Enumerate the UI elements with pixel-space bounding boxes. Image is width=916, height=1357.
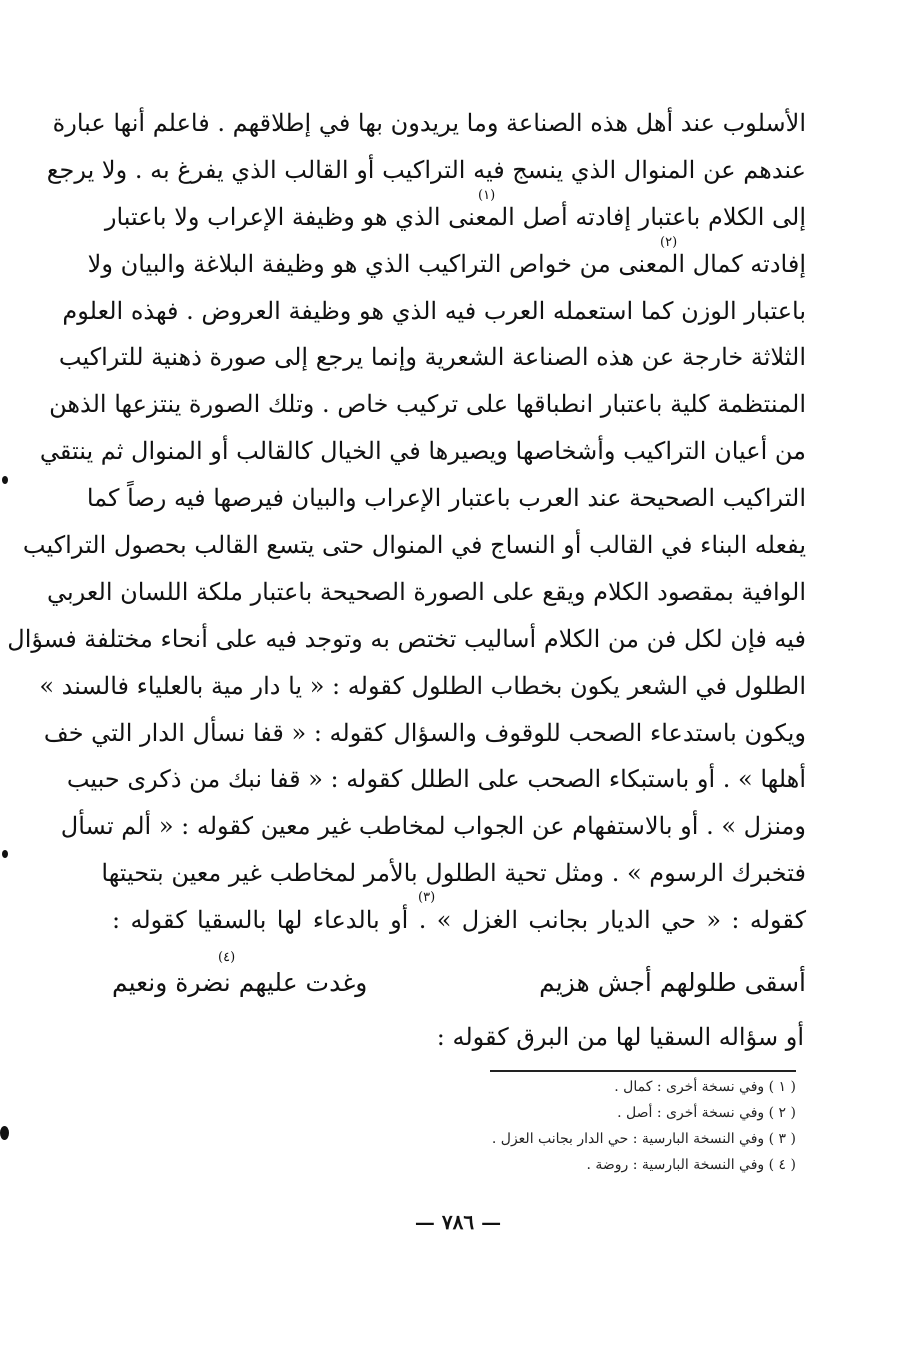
- text-line: فتخبرك الرسوم » . ومثل تحية الطلول بالأمر لمخاطب غير معين بتحيتها: [101, 859, 806, 888]
- text-line: أهلها » . أو باستبكاء الصحب على الطلل كقوله : « قفا نبك من ذكرى حبيب: [66, 765, 806, 794]
- verse-second-part-a: وغدت عليهم نضرة: [175, 967, 368, 997]
- text-line: المنتظمة كلية باعتبار انطباقها على تركيب خاص . وتلك الصورة ينتزعها الذهن: [49, 390, 806, 419]
- text-line: كقوله : « حي الديار بجانب الغزل » . أو بالدعاء لها بالسقيا كقوله :: [112, 906, 806, 935]
- scan-artifact: [2, 476, 8, 484]
- text-line: فيه فإن لكل فن من الكلام أساليب تختص به وتوجد فيه على أنحاء مختلفة فسؤال: [7, 624, 806, 653]
- text-line: الطلول في الشعر يكون بخطاب الطلول كقوله : « يا دار مية بالعلياء فالسند »: [39, 671, 806, 700]
- text-line: الوافية بمقصود الكلام ويقع على الصورة الصحيحة باعتبار ملكة اللسان العربي: [47, 577, 806, 606]
- text-line: إلى الكلام باعتبار إفادته أصل المعنى الذي هو وظيفة الإعراب ولا باعتبار: [104, 202, 806, 231]
- text-line: يفعله البناء في القالب أو النساج في المنوال حتى يتسع القالب بحصول التراكيب: [22, 531, 806, 560]
- text-line: التراكيب الصحيحة عند العرب باعتبار الإعراب والبيان فيرصها فيه رصاً كما: [86, 484, 806, 513]
- poetry-verse: [112, 952, 806, 1012]
- text-line: ويكون باستدعاء الصحب للوقوف والسؤال كقوله : « قفا نسأل الدار التي خف: [43, 718, 806, 747]
- footnote: ( ١ ) وفي نسخة أخرى : كمال .: [614, 1079, 796, 1095]
- post-verse-line: أو سؤاله السقيا لها من البرق كقوله :: [436, 1023, 804, 1051]
- footnote: ( ٣ ) وفي النسخة البارسية : حي الدار بجانب العزل .: [491, 1131, 796, 1147]
- text-line: عندهم عن المنوال الذي ينسج فيه التراكيب أو القالب الذي يفرغ به . ولا يرجع: [46, 155, 806, 184]
- text-line: الثلاثة خارجة عن هذه الصناعة الشعرية وإنما يرجع إلى صورة ذهنية للتراكيب: [58, 343, 806, 372]
- text-line: الأسلوب عند أهل هذه الصناعة وما يريدون بها في إطلاقهم . فاعلم أنها عبارة: [52, 109, 806, 137]
- page-number: — ٧٨٦ —: [414, 1210, 502, 1234]
- main-text: [7, 100, 806, 944]
- footnote-divider: [490, 1070, 796, 1072]
- text-line: ومنزل » . أو بالاستفهام عن الجواب لمخاطب غير معين كقوله : « ألم تسأل: [60, 812, 806, 841]
- footnote: ( ٤ ) وفي النسخة البارسية : روضة .: [586, 1157, 796, 1173]
- scan-artifact: [0, 1126, 9, 1140]
- verse-first-hemistich: أسقى طلولهم أجش هزيم: [539, 967, 806, 997]
- text-line: إفادته كمال المعنى من خواص التراكيب الذي هو وظيفة البلاغة والبيان ولا: [87, 249, 806, 278]
- text-line: باعتبار الوزن كما استعمله العرب فيه الذي هو وظيفة العروض . فهذه العلوم: [62, 296, 806, 325]
- scan-artifact: [2, 850, 8, 858]
- text-line: من أعيان التراكيب وأشخاصها ويصيرها في الخيال كالقالب أو المنوال ثم ينتقي: [39, 437, 806, 466]
- verse-second-hemistich: [112, 968, 367, 997]
- book-page: الأسلوب عند أهل هذه الصناعة وما يريدون بها في إطلاقهم . فاعلم أنها عبارة عندهم عن المنوال الذي ينسج فيه التراكيب أو القالب الذي يفرغ به . ولا يرجع إلى الكلام باعتبار إفادته أصل المعنى الذي هو وظيفة الإعراب ولا باعتبار إفادته كمال المعنى من خواص التراكيب الذي هو وظيفة البلاغة والبيان ولا باعتبار الوزن كما استعمله العرب فيه الذي هو وظيفة العروض . فهذه العلوم الثلاثة خارجة عن هذه الصناعة الشعرية وإنما يرجع إلى صورة ذهنية للتراكيب المنتظمة كلية باعتبار انطباقها على تركيب خاص . وتلك الصورة ينتزعها الذهن من أعيان التراكيب وأشخاصها ويصيرها في الخيال كالقالب أو المنوال ثم ينتقي التراكيب الصحيحة عند العرب باعتبار الإعراب والبيان فيرصها فيه رصاً كما يفعله البناء في القالب أو النساج في المنوال حتى يتسع القالب بحصول التراكيب الوافية بمقصود الكلام ويقع على الصورة الصحيحة باعتبار ملكة اللسان العربي فيه فإن لكل فن من الكلام أساليب تختص به وتوجد فيه على أنحاء مختلفة فسؤال الطلول في الشعر يكون بخطاب الطلول كقوله : « يا دار مية بالعلياء فالسند » ويكون باستدعاء الصحب للوقوف والسؤال كقوله : « قفا نسأل الدار التي خف أهلها » . أو باستبكاء الصحب على الطلل كقوله : « قفا نبك من ذكرى حبيب ومنزل » . أو بالاستفهام عن الجواب لمخاطب غير معين كقوله : « ألم تسأل فتخبرك الرسوم » . ومثل تحية الطلول بالأمر لمخاطب غير معين بتحيتها كقوله : « حي الديار بجانب الغزل » . أو بالدعاء لها بالسقيا كقوله : (١) (٢) (٣) (٤) أسقى طلولهم أجش هزيم وغدت عليهم نضرة ونعيم أو سؤاله السقيا لها من البرق كقوله : ( ١ ) وفي نسخة أخرى : كمال . ( ٢ ) وفي نسخة أخرى : أصل . ( ٣ ) وفي النسخة البارسية : حي الدار بجانب العزل . ( ٤ ) وفي النسخة البارسية : روضة . — ٧٨٦ —: [0, 0, 916, 1357]
- footnotes: [196, 1074, 796, 1178]
- footnote: ( ٢ ) وفي نسخة أخرى : أصل .: [617, 1105, 796, 1121]
- verse-second-part-b: ونعيم: [112, 967, 168, 997]
